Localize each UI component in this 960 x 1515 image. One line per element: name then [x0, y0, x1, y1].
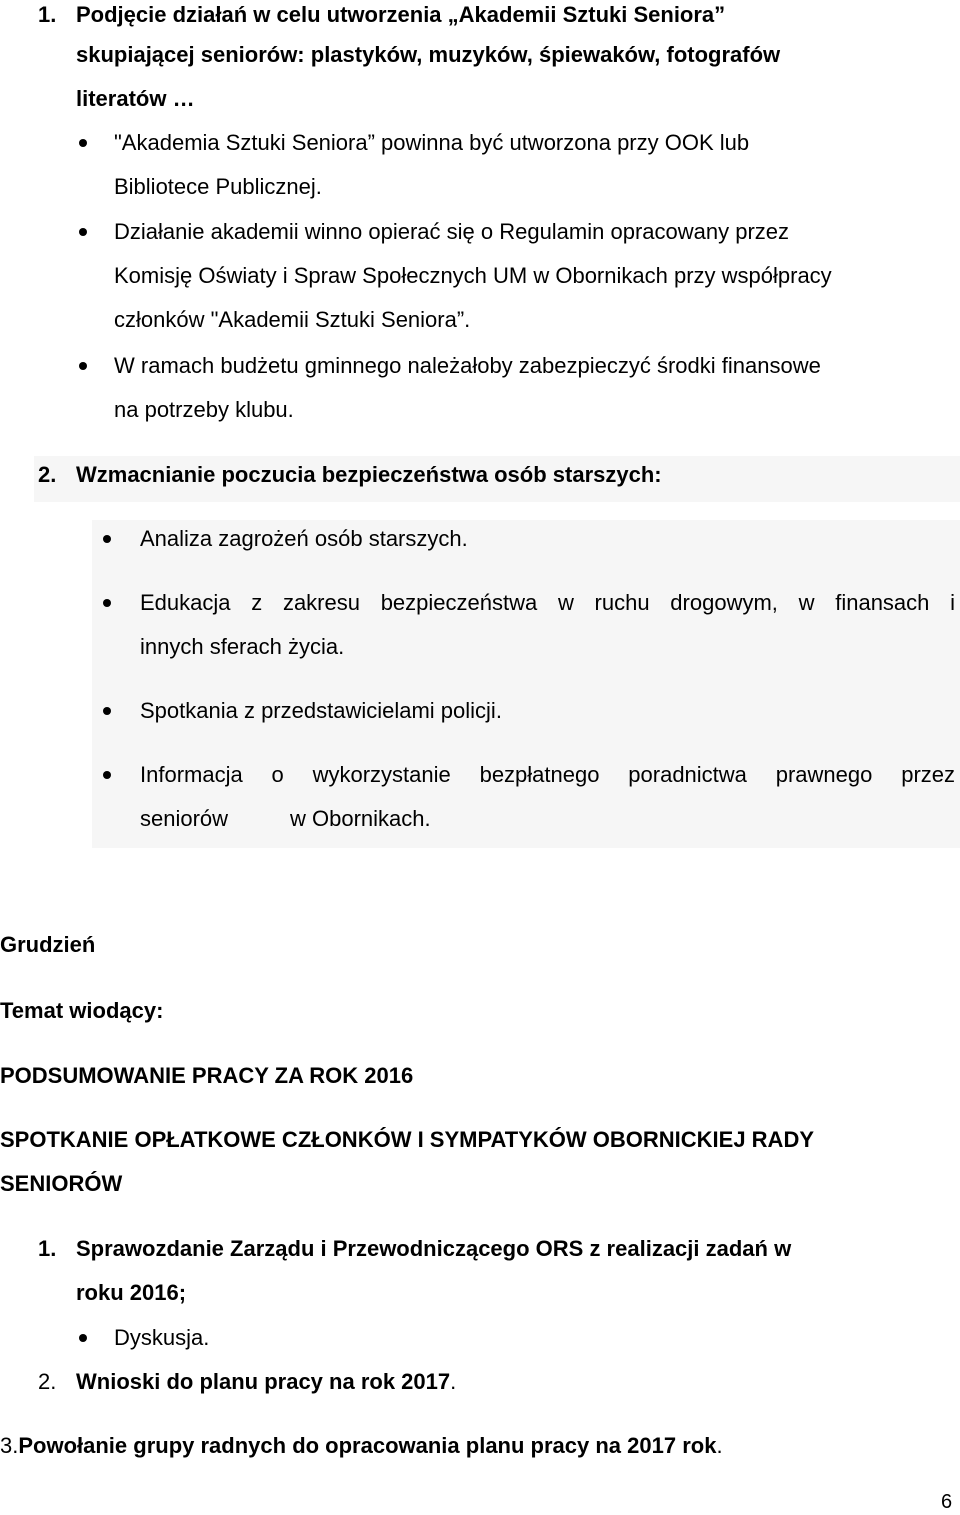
section2-heading: Wzmacnianie poczucia bezpieczeństwa osób starszych: [76, 462, 662, 487]
section1-bullet1-line2: Bibliotece Publicznej. [114, 174, 322, 199]
section2-bullet4-line2b: w Obornikach. [290, 806, 431, 831]
bullet-icon [103, 535, 111, 543]
section1-heading-line3: literatów … [76, 86, 195, 111]
section2-bullet3: Spotkania z przedstawicielami policji. [140, 698, 502, 723]
december-item1-line1: Sprawozdanie Zarządu i Przewodniczącego ORS z realizacji zadań w [76, 1236, 792, 1261]
december-item1-line2: roku 2016; [76, 1280, 187, 1305]
december-item3-number: 3. [0, 1433, 19, 1458]
section2-bullet2-line1: Edukacja z zakresu bezpieczeństwa w ruchu drogowym, w finansach i [140, 590, 955, 615]
section1-bullet1-line1: "Akademia Sztuki Seniora” powinna być utworzona przy OOK lub [114, 130, 750, 155]
december-item3-tail: . [716, 1433, 723, 1458]
december-item2 [76, 1367, 456, 1397]
bullet-icon [103, 707, 111, 715]
bullet-icon [79, 1334, 87, 1342]
section2-number: 2. [38, 462, 57, 487]
section2-list-shading [92, 520, 960, 848]
section1-bullet3-line1: W ramach budżetu gminnego należałoby zabezpieczyć środki finansowe [114, 353, 821, 378]
section1-heading-line2: skupiającej seniorów: plastyków, muzyków, śpiewaków, fotografów [76, 42, 781, 67]
section1-number: 1. [38, 2, 57, 27]
bullet-icon [103, 771, 111, 779]
section2-bullet4-line2a: seniorów [140, 806, 229, 831]
december-item3 [0, 1431, 723, 1461]
bullet-icon [79, 139, 87, 147]
page-number: 6 [941, 1491, 953, 1513]
topic-label: Temat wiodący: [0, 998, 164, 1023]
section1-bullet2-line1: Działanie akademii winno opierać się o Regulamin opracowany przez [114, 219, 790, 244]
section1-heading-line1: Podjęcie działań w celu utworzenia „Akademii Sztuki Seniora” [76, 2, 726, 27]
december-item2-text: Wnioski do planu pracy na rok 2017 [76, 1369, 451, 1394]
section1-bullet2-line2: Komisję Oświaty i Spraw Społecznych UM w Obornikach przy współpracy [114, 263, 832, 288]
section2-bullet1: Analiza zagrożeń osób starszych. [140, 526, 468, 551]
december-item3-text: Powołanie grupy radnych do opracowania planu pracy na 2017 rok [18, 1433, 717, 1458]
bullet-icon [103, 599, 111, 607]
section2-bullet2-line2: innych sferach życia. [140, 634, 345, 659]
topic-meeting-line1: SPOTKANIE OPŁATKOWE CZŁONKÓW I SYMPATYKÓW OBORNICKIEJ RADY [0, 1127, 814, 1152]
bullet-icon [79, 362, 87, 370]
december-item2-number: 2. [38, 1369, 57, 1394]
section2-bullet4-line1: Informacja o wykorzystanie bezpłatnego poradnictwa prawnego przez [140, 762, 955, 787]
topic-meeting-line2: SENIORÓW [0, 1171, 123, 1196]
section1-bullet3-line2: na potrzeby klubu. [114, 397, 294, 422]
december-discussion: Dyskusja. [114, 1325, 210, 1350]
bullet-icon [79, 228, 87, 236]
month-heading: Grudzień [0, 932, 96, 957]
section1-bullet2-line3: członków "Akademii Sztuki Seniora”. [114, 307, 471, 332]
topic-summary: PODSUMOWANIE PRACY ZA ROK 2016 [0, 1063, 414, 1088]
december-item2-tail: . [450, 1369, 457, 1394]
december-item1-number: 1. [38, 1236, 57, 1261]
